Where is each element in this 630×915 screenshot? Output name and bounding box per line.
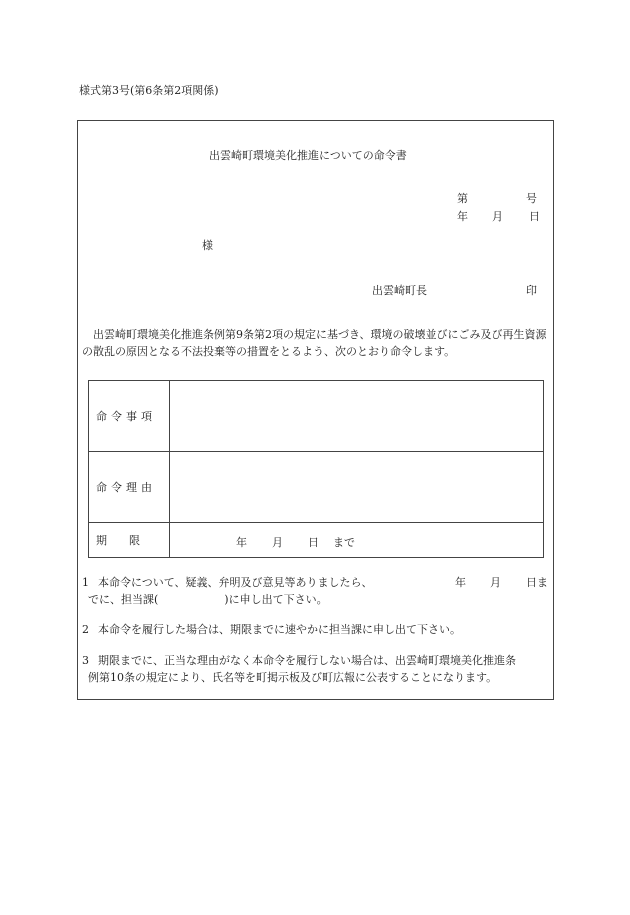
deadline-value xyxy=(170,523,544,558)
issue-date-year: 年 xyxy=(457,210,468,223)
seal-mark: 印 xyxy=(526,284,537,297)
note-number: 3 xyxy=(82,654,89,667)
issue-date-month: 月 xyxy=(492,210,503,223)
note-text-continued: 例第10条の規定により、氏名等を町掲示板及び町広報に公表することになります。 xyxy=(88,671,498,684)
note-1 xyxy=(82,574,550,608)
document-title: 出雲崎町環境美化推進についての命令書 xyxy=(209,149,407,162)
note-date-month: 月 xyxy=(490,576,501,589)
addressee-honorific: 様 xyxy=(202,239,213,252)
note-text: 本命令について、疑義、弁明及び意見等ありましたら、 xyxy=(98,576,373,589)
order-items-label: 命令事項 xyxy=(89,381,170,452)
deadline-year: 年 xyxy=(236,536,247,549)
order-reason-value xyxy=(170,452,544,523)
note-number: 1 xyxy=(82,576,89,589)
issue-date-day: 日 xyxy=(529,210,540,223)
table-row xyxy=(89,381,544,452)
order-table xyxy=(88,380,544,558)
deadline-until: まで xyxy=(333,536,355,549)
note-3 xyxy=(82,652,550,686)
deadline-month: 月 xyxy=(272,536,283,549)
issuer-name: 出雲崎町長 xyxy=(372,284,427,297)
note-2 xyxy=(82,621,550,638)
note-text: 期限までに、正当な理由がなく本命令を履行しない場合は、出雲崎町環境美化推進条 xyxy=(98,654,516,667)
order-body-text: 出雲崎町環境美化推進条例第9条第2項の規定に基づき、環境の破壊並びにごみ及び再生資源の散乱の原因となる不法投棄等の措置をとるよう、次のとおり命令します。 xyxy=(82,328,547,358)
note-text: 本命令を履行した場合は、期限までに速やかに担当課に申し出て下さい。 xyxy=(98,623,461,636)
deadline-label: 期 限 xyxy=(89,523,170,558)
table-row xyxy=(89,452,544,523)
document-number-prefix: 第 xyxy=(457,192,468,205)
note-number: 2 xyxy=(82,623,89,636)
note-date-day: 日ま xyxy=(526,576,548,589)
form-number-label: 様式第3号(第6条第2項関係) xyxy=(79,84,219,97)
deadline-day: 日 xyxy=(308,536,319,549)
table-row xyxy=(89,523,544,558)
order-reason-label: 命令理由 xyxy=(89,452,170,523)
order-items-value xyxy=(170,381,544,452)
note-date-year: 年 xyxy=(455,576,466,589)
document-number-suffix: 号 xyxy=(526,192,537,205)
note-text-continued: でに、担当課( )に申し出て下さい。 xyxy=(88,593,328,606)
